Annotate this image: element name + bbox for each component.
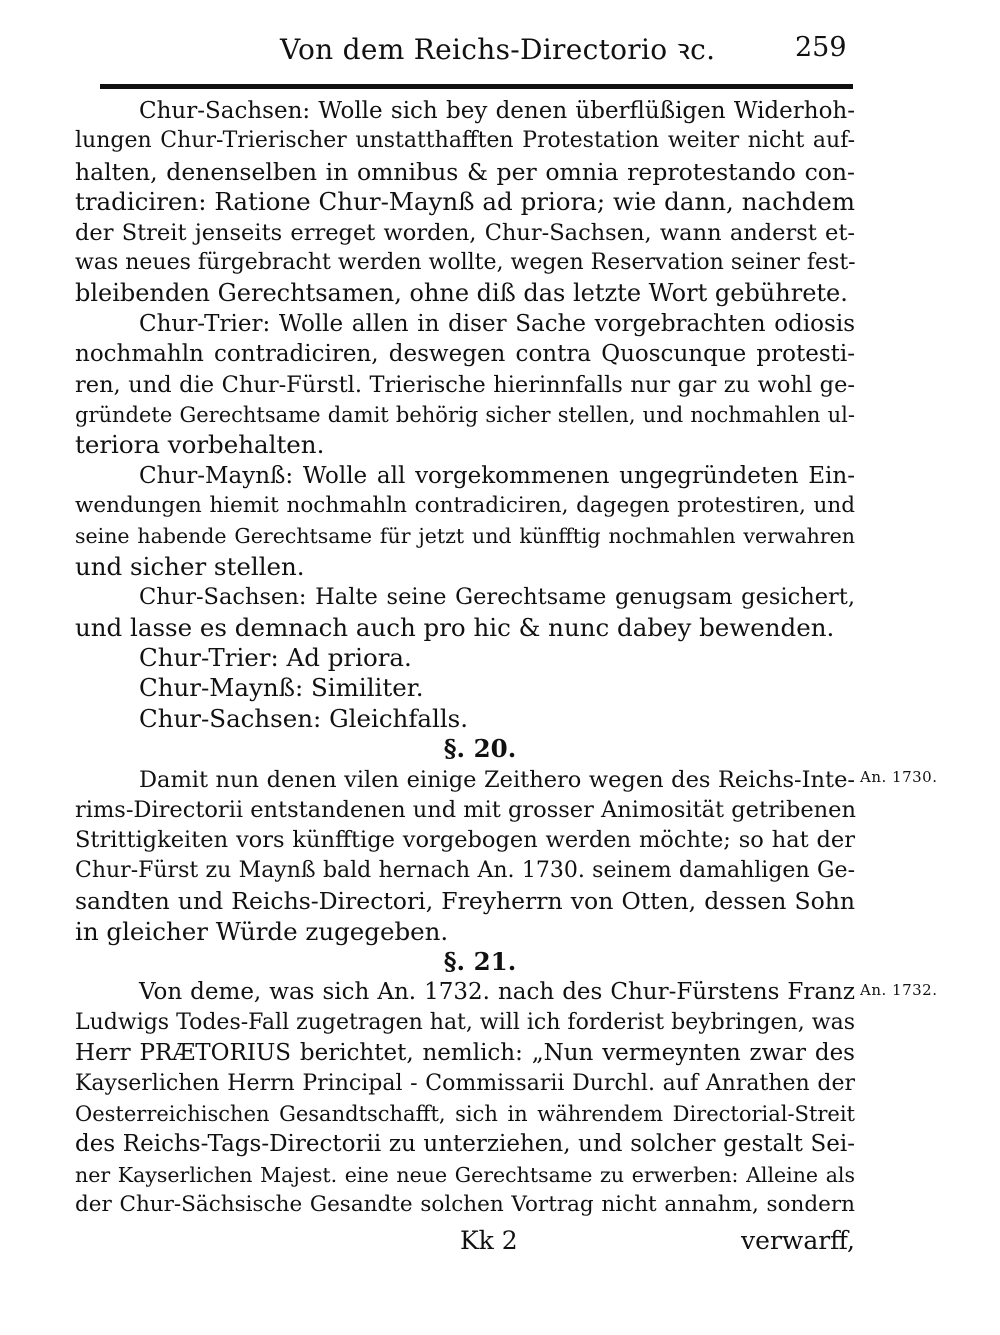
body-text [75, 96, 855, 1257]
text-line: der Chur-Sächsische Gesandte solchen Vortrag nicht annahm, sondern [75, 1192, 855, 1218]
page-header [0, 30, 1000, 70]
text-line: Chur-Sachsen: Gleichfalls. [139, 703, 469, 733]
text-line: Von deme, was sich An. 1732. nach des Chur-Fürstens Franz [139, 979, 855, 1006]
text-line: teriora vorbehalten. [75, 430, 325, 460]
page-footer-line [75, 1226, 855, 1256]
signature-mark: Kk 2 [460, 1226, 518, 1256]
text-line: was neues fürgebracht werden wollte, wegen Reservation seiner fest- [75, 249, 856, 275]
section-heading: §. 21. [443, 946, 517, 976]
text-line: des Reichs-Tags-Directorii zu unterziehen, und solcher gestalt Sei- [75, 1131, 855, 1158]
text-line: Chur-Maynß: Wolle all vorgekommenen ungegründeten Ein- [139, 462, 855, 489]
text-line: und lasse es demnach auch pro hic & nunc dabey bewenden. [75, 612, 835, 642]
text-line: Ludwigs Todes-Fall zugetragen hat, will ich forderist beybringen, was [75, 1009, 855, 1035]
running-head: Von dem Reichs-Directorio ꝛc. [280, 33, 716, 66]
text-line: gründete Gerechtsame damit behörig sicher stellen, und nochmahlen ul- [75, 402, 855, 427]
text-line: Chur-Sachsen: Halte seine Gerechtsame genugsam gesichert, [139, 584, 855, 611]
text-line: ren, und die Chur-Fürstl. Trierische hierinnfalls nur gar zu wohl ge- [75, 371, 855, 398]
text-line: tradiciren: Ratione Chur-Maynß ad priora; wie dann, nachdem [75, 187, 855, 217]
catchword: verwarff, [741, 1226, 855, 1256]
text-line: und sicher stellen. [75, 551, 305, 581]
header-rule [100, 84, 853, 89]
text-line: sandten und Reichs-Directori, Freyherrn von Otten, dessen Sohn [75, 887, 855, 916]
text-line: Strittigkeiten vors künfftige vorgebogen werden möchte; so hat der [75, 827, 855, 854]
text-line: wendungen hiemit nochmahln contradiciren, dagegen protestiren, und [75, 493, 855, 519]
text-line: Chur-Fürst zu Maynß bald hernach An. 1730. seinem damahligen Ge- [75, 857, 855, 883]
text-line: der Streit jenseits erreget worden, Chur-Sachsen, wann anderst et- [75, 219, 855, 246]
text-line: rims-Directorii entstandenen und mit grosser Animosität getribenen [75, 796, 856, 823]
margin-note-1732: An. 1732. [860, 981, 938, 999]
text-line: ner Kayserlichen Majest. eine neue Gerechtsame zu erwerben: Alleine als [75, 1162, 855, 1187]
text-line: Kayserlichen Herrn Principal - Commissarii Durchl. auf Anrathen der [75, 1070, 855, 1096]
text-line: Chur-Maynß: Similiter. [139, 673, 424, 703]
margin-note-1730: An. 1730. [860, 768, 938, 786]
section-heading: §. 20. [443, 734, 517, 764]
text-line: in gleicher Würde zugegeben. [75, 916, 449, 946]
page-number: 259 [795, 32, 847, 63]
text-line: Oesterreichischen Gesandtschafft, sich in währendem Directorial-Streit [75, 1101, 855, 1126]
text-line: nochmahln contradiciren, deswegen contra Quoscunque protesti- [75, 341, 855, 368]
text-line: Chur-Sachsen: Wolle sich bey denen überflüßigen Widerhoh- [139, 98, 855, 124]
text-line: bleibenden Gerechtsamen, ohne diß das letzte Wort gebührete. [75, 279, 848, 308]
text-line: seine habende Gerechtsame für jetzt und künfftig nochmahlen verwahren [75, 524, 855, 549]
text-line: halten, denenselben in omnibus & per omnia reprotestando con- [75, 157, 855, 186]
text-line: lungen Chur-Trierischer unstatthafften Protestation weiter nicht auf- [75, 128, 855, 154]
text-line: Damit nun denen vilen einige Zeithero wegen des Reichs-Inte- [139, 766, 855, 793]
text-line: Herr PRÆTORIUS berichtet, nemlich: „Nun vermeynten zwar des [75, 1040, 855, 1067]
text-line: Chur-Trier: Ad priora. [139, 643, 412, 673]
text-line: Chur-Trier: Wolle allen in diser Sache vorgebrachten odiosis [139, 310, 855, 337]
